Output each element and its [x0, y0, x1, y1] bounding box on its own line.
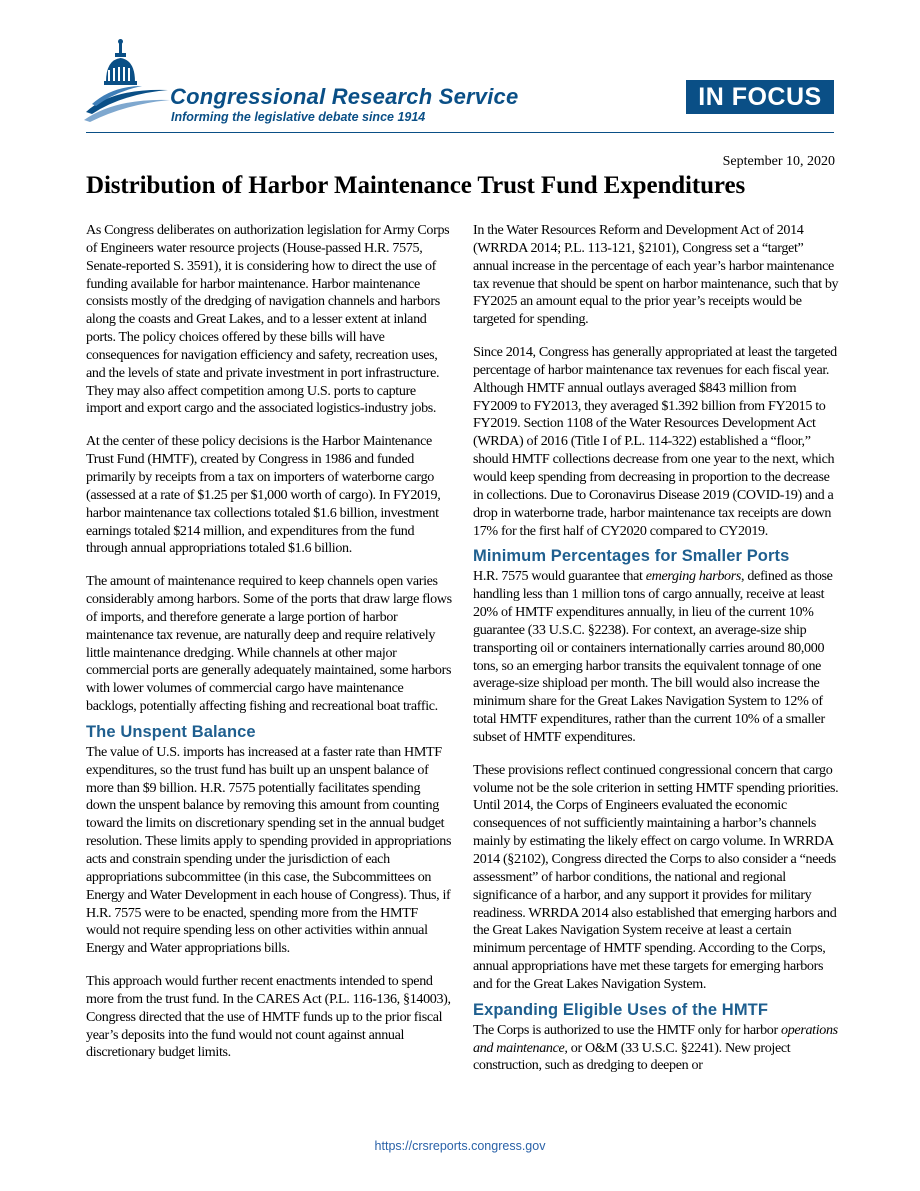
right-column: [473, 222, 839, 1090]
text-run: The Corps is authorized to use the HMTF only for harbor: [473, 1021, 782, 1038]
document-title: Distribution of Harbor Maintenance Trust Fund Expenditures: [86, 172, 746, 199]
paragraph: As Congress deliberates on authorization legislation for Army Corps of Engineers water resource projects (House-passed H.R. 7575, Senate-reported S. 3591), it is considering how to direct the use of funding available for harbor maintenance. Harbor maintenance consists mostly of the dredging of navigation channels and harbors along the coasts and Great Lakes, and to a lesser extent at inland ports. The policy choices offered by these bills will have consequences for navigation efficiency and safety, recreation uses, and the levels of state and private investment in port infrastructure. They may also affect competition among U.S. ports to capture import and export cargo and the associated logistics-industry jobs.: [86, 222, 450, 417]
report-header: [0, 0, 920, 140]
emphasis-text: operations and maintenance,: [473, 1021, 838, 1056]
in-focus-badge: IN FOCUS: [686, 80, 834, 114]
paragraph: At the center of these policy decisions is the Harbor Maintenance Trust Fund (HMTF), created by Congress in 1986 and funded primarily by receipts from a tax on importers of waterborne cargo (assessed at a rate of $1.25 per $1,000 worth of cargo). In FY2019, harbor maintenance tax collections totaled $1.6 billion, investment earnings totaled $214 million, and expenditures from the fund through annual appropriations totaled $1.6 billion.: [86, 433, 441, 557]
footer-url-link[interactable]: https://crsreports.congress.gov: [374, 1139, 546, 1153]
section-heading-minimum-percentages: Minimum Percentages for Smaller Ports: [473, 547, 790, 566]
capitol-dome-logo-icon: [82, 38, 172, 124]
paragraph: These provisions reflect continued congressional concern that cargo volume not be the sole criterion in setting HMTF spending priorities. Until 2014, the Corps of Engineers evaluated the economic consequences of not sufficiently maintaining a harbor’s channels mainly by estimating the likely effect on cargo volume. In WRRDA 2014 (§2102), Congress directed the Corps to also consider a “needs assessment” of harbor conditions, the national and regional significance of a harbor, and any support it provides for military readiness. WRRDA 2014 also established that emerging harbors and the Great Lakes Navigation System receive at least a certain minimum percentage of HMTF spending. According to the Corps, annual appropriations have met these targets for emerging harbors and for the Great Lakes Navigation System.: [473, 761, 839, 992]
paragraph: The value of U.S. imports has increased at a faster rate than HMTF expenditures, so the trust fund has built up an unspent balance of more than $9 billion. H.R. 7575 potentially facilitates spending down the unspent balance by removing this amount from counting toward the limits on discretionary spending set in the annual budget resolution. These limits apply to spending provided in appropriations acts and constrain spending under the jurisdiction of each appropriations subcommittee (in this case, the Subcommittees on Energy and Water Development in each house of Congress). Thus, if H.R. 7575 were to be enacted, spending more from the HMTF would not require spending less on other activities within annual Energy and Water appropriations bills.: [86, 743, 452, 957]
paragraph: The amount of maintenance required to keep channels open varies considerably among harbors. Some of the ports that draw large flows of imports, and therefore generate a large portion of harbor maintenance tax revenue, are naturally deep and require relatively little maintenance dredging. While channels at other major commercial ports are generally adequately maintained, some harbors with lower volumes of commercial cargo have maintenance backlogs, potentially affecting fishing and recreational boat traffic.: [86, 573, 452, 715]
organization-name: Congressional Research Service: [170, 84, 519, 109]
paragraph: [473, 1022, 839, 1076]
section-heading-expanding-uses: Expanding Eligible Uses of the HMTF: [473, 1000, 769, 1019]
text-run: or O&M (33 U.S.C. §2241). New project construction, such as dredging to deepen or: [473, 1039, 791, 1074]
section-heading-unspent-balance: The Unspent Balance: [86, 722, 256, 741]
header-divider: [86, 132, 834, 133]
paragraph: [473, 568, 839, 746]
paragraph: Since 2014, Congress has generally appropriated at least the targeted percentage of harbor maintenance tax revenues for each fiscal year. Although HMTF annual outlays averaged $843 million from FY2009 to FY2013, they averaged $1.392 billion from FY2015 to FY2019. Section 1108 of the Water Resources Development Act (WRDA) of 2016 (Title I of P.L. 114-322) established a “floor,” should HMTF collections decrease from one year to the next, which would keep spending from decreasing in proportion to the decrease in collections. Due to Coronavirus Disease 2019 (COVID-19) and a drop in waterborne trade, harbor maintenance tax receipts are down 17% for the first half of CY2020 compared to CY2019.: [473, 344, 837, 539]
emphasis-text: emerging harbors: [645, 568, 742, 585]
text-run: H.R. 7575 would guarantee that: [473, 568, 646, 585]
left-column: [86, 222, 452, 1077]
publication-date: September 10, 2020: [722, 154, 835, 169]
organization-tagline: Informing the legislative debate since 1914: [171, 110, 426, 124]
paragraph: In the Water Resources Reform and Development Act of 2014 (WRRDA 2014; P.L. 113-121, §2101), Congress set a “target” annual increase in the percentage of each year’s harbor maintenance tax revenue that should be spent on harbor maintenance, such that by FY2025 an amount equal to the prior year’s receipts would be targeted for spending.: [473, 222, 839, 328]
paragraph: This approach would further recent enactments intended to spend more from the trust fund. In the CARES Act (P.L. 116-136, §14003), Congress directed that the use of HMTF funds up to the prior fiscal year’s deposits into the fund would not count against annual discretionary budget limits.: [86, 973, 451, 1061]
text-run: , defined as those handling less than 1 million tons of cargo annually, receive at least 20% of HMTF expenditures annually, in lieu of the current 10% guarantee (33 U.S.C. §2238). For context, an average-size ship transporting oil or containers internationally carries around 80,000 tons, so an emerging harbor transits the equivalent tonnage of one average-size shipload per month. The bill would also increase the minimum share for the Great Lakes Navigation System to 12% of total HMTF expenditures, rather than the current 10% of a smaller subset of HMTF expenditures.: [473, 568, 833, 745]
